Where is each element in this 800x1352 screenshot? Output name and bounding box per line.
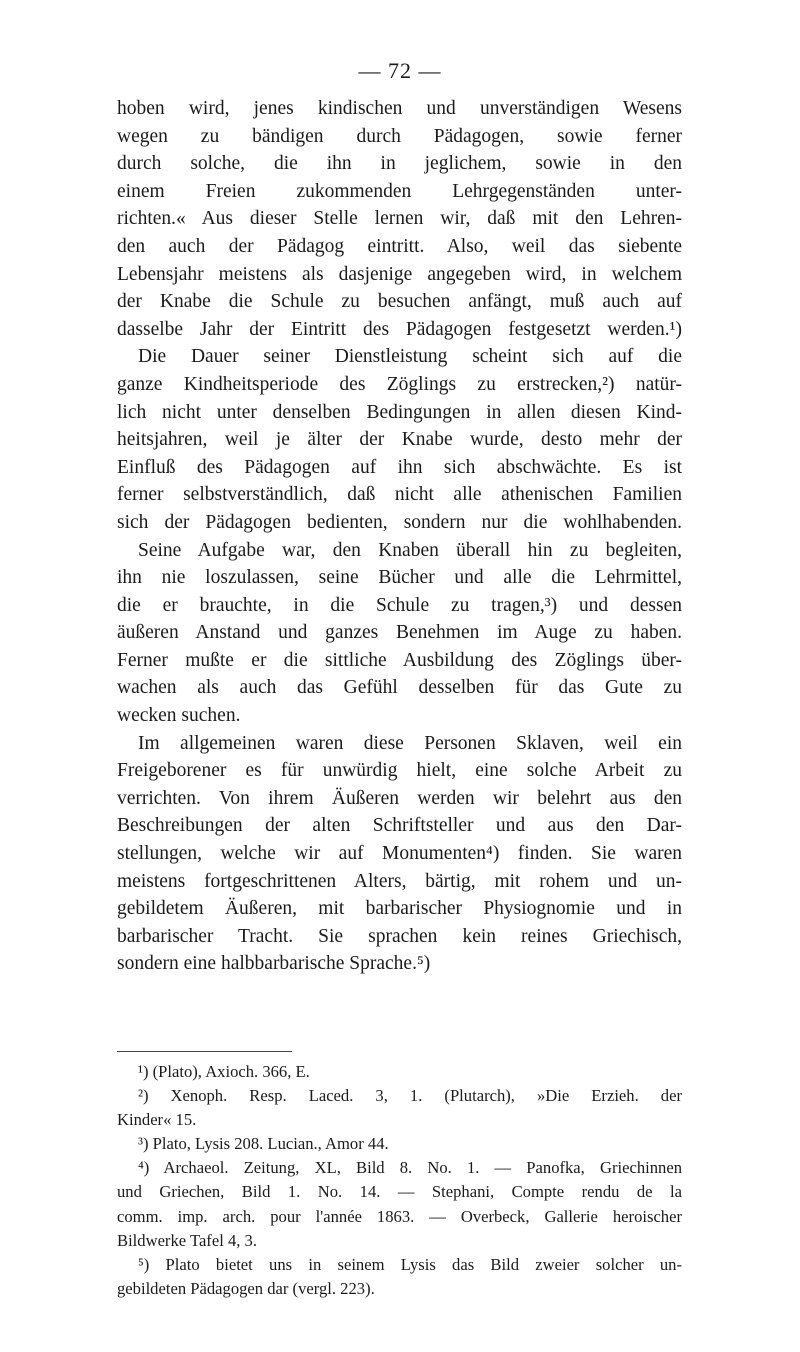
body-line: meistens fortgeschrittenen Alters, bärtig, mit rohem und un- <box>117 870 682 892</box>
body-text <box>117 95 682 978</box>
footnote-line: ⁵) Plato bietet uns in seinem Lysis das Bild zweier solcher un- <box>138 1254 682 1274</box>
body-line: Seine Aufgabe war, den Knaben überall hin zu begleiten, <box>138 539 682 561</box>
footnotes <box>117 1060 682 1301</box>
body-line: richten.« Aus dieser Stelle lernen wir, daß mit den Lehren- <box>117 208 682 230</box>
body-line: lich nicht unter denselben Bedingungen in allen diesen Kind- <box>117 401 682 423</box>
body-line: wegen zu bändigen durch Pädagogen, sowie ferner <box>117 125 682 147</box>
body-line: Einfluß des Pädagogen auf ihn sich abschwächte. Es ist <box>117 456 682 478</box>
body-line: hoben wird, jenes kindischen und unverständigen Wesens <box>117 98 682 119</box>
footnote-line: ¹) (Plato), Axioch. 366, E. <box>138 1062 310 1081</box>
body-line: der Knabe die Schule zu besuchen anfängt, muß auch auf <box>117 291 682 313</box>
body-line: heitsjahren, weil je älter der Knabe wurde, desto mehr der <box>117 429 682 451</box>
body-line: Lebensjahr meistens als dasjenige angegeben wird, in welchem <box>117 263 682 285</box>
footnote-line: ³) Plato, Lysis 208. Lucian., Amor 44. <box>138 1134 389 1154</box>
body-line: Die Dauer seiner Dienstleistung scheint sich auf die <box>138 346 682 368</box>
body-line: ihn nie loszulassen, seine Bücher und alle die Lehrmittel, <box>117 567 682 589</box>
page-number: — 72 — <box>358 58 442 83</box>
body-line: gebildetem Äußeren, mit barbarischer Physiognomie und in <box>117 898 682 920</box>
footnote-line: comm. imp. arch. pour l'année 1863. — Overbeck, Gallerie heroischer <box>117 1206 682 1226</box>
body-line: Ferner mußte er die sittliche Ausbildung des Zöglings über- <box>117 649 682 671</box>
body-line: die er brauchte, in die Schule zu tragen,³) und dessen <box>117 594 682 616</box>
footnote-line: Bildwerke Tafel 4, 3. <box>117 1230 258 1250</box>
body-line: Freigeborener es für unwürdig hielt, eine solche Arbeit zu <box>117 760 682 782</box>
body-line: Beschreibungen der alten Schriftsteller und aus den Dar- <box>117 815 682 837</box>
body-line: sich der Pädagogen bedienten, sondern nur die wohlhabenden. <box>117 511 682 533</box>
body-line: äußeren Anstand und ganzes Benehmen im Auge zu haben. <box>117 622 682 644</box>
body-line: wachen als auch das Gefühl desselben für das Gute zu <box>117 677 682 699</box>
body-line: verrichten. Von ihrem Äußeren werden wir belehrt aus den <box>117 787 682 809</box>
body-line: durch solche, die ihn in jeglichem, sowie in den <box>117 153 682 175</box>
body-line: sondern eine halbbarbarische Sprache.⁵) <box>117 953 431 975</box>
footnote-line: Kinder« 15. <box>117 1110 197 1130</box>
body-line: dasselbe Jahr der Eintritt des Pädagogen festgesetzt werden.¹) <box>117 318 682 340</box>
body-line: stellungen, welche wir auf Monumenten⁴) finden. Sie waren <box>117 843 682 865</box>
body-line: ganze Kindheitsperiode des Zöglings zu erstrecken,²) natür- <box>117 373 682 395</box>
body-line: den auch der Pädagog eintritt. Also, weil das siebente <box>117 235 682 257</box>
footnote-line: ²) Xenoph. Resp. Laced. 3, 1. (Plutarch), »Die Erzieh. der <box>138 1086 682 1106</box>
body-line: ferner selbstverständlich, daß nicht alle athenischen Familien <box>117 484 682 506</box>
footnote-line: und Griechen, Bild 1. No. 14. — Stephani, Compte rendu de la <box>117 1182 682 1202</box>
body-line: Im allgemeinen waren diese Personen Sklaven, weil ein <box>138 732 682 754</box>
body-line: wecken suchen. <box>117 705 241 727</box>
footnote-line: ⁴) Archaeol. Zeitung, XL, Bild 8. No. 1. — Panofka, Griechinnen <box>138 1158 682 1178</box>
footnote-line: gebildeten Pädagogen dar (vergl. 223). <box>117 1278 375 1298</box>
body-line: einem Freien zukommenden Lehrgegenständen unter- <box>117 180 682 202</box>
footnote-divider <box>117 1051 292 1052</box>
body-line: barbarischer Tracht. Sie sprachen kein reines Griechisch, <box>117 925 682 947</box>
